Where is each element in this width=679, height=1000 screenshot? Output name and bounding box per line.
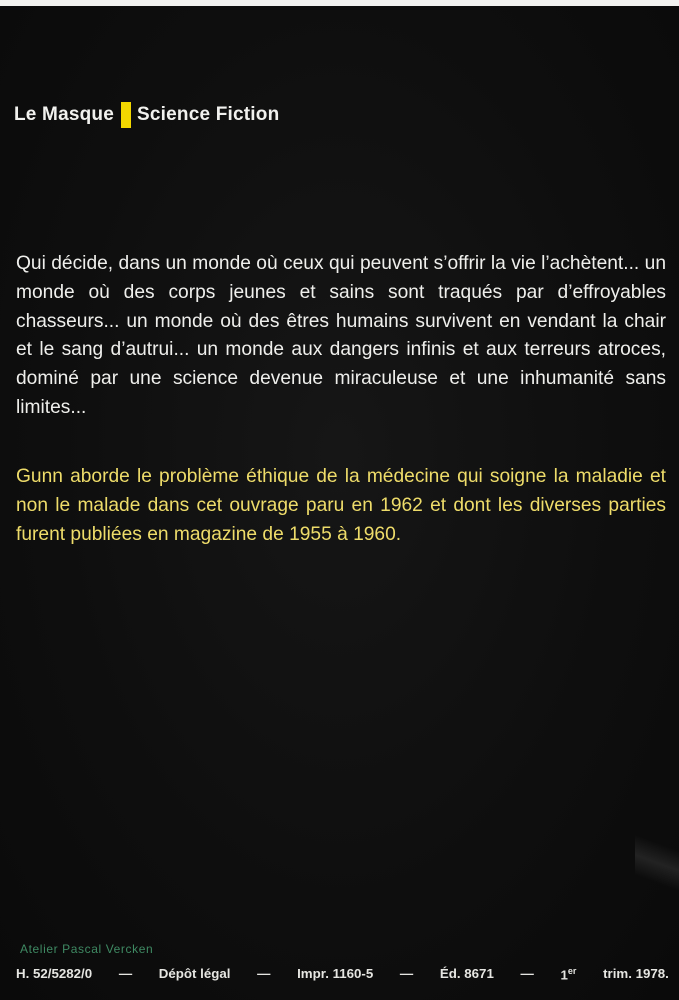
collection-divider-bar	[121, 102, 131, 128]
footer-edition	[561, 966, 577, 982]
legal-footer	[16, 966, 669, 982]
atelier-credit: Atelier Pascal Vercken	[20, 942, 154, 956]
blurb-paragraph-1: Qui décide, dans un monde où ceux qui peuvent s’offrir la vie l’achètent... un monde où des corps jeunes et sains sont traqués par d’effroyables chasseurs... un monde où des êtres humains survivent en vendant la chair et le sang d’autrui... un monde aux dangers infinis et aux terreurs atroces, dominé par une science devenue miraculeuse et une inhumanité sans limites...	[16, 253, 666, 418]
collection-header	[14, 102, 279, 128]
footer-trim: trim. 1978.	[603, 966, 669, 981]
footer-impr: Impr. 1160-5	[297, 966, 374, 981]
footer-edition-number: 1	[560, 967, 568, 983]
footer-separator: —	[520, 966, 534, 981]
footer-code: H. 52/5282/0	[16, 966, 93, 981]
blurb-paragraph-2: Gunn aborde le problème éthique de la médecine qui soigne la maladie et non le malade dans cet ouvrage paru en 1962 et dont les diverses parties furent publiées en magazine de 1955 à 1960.	[16, 466, 666, 545]
footer-separator: —	[399, 966, 414, 981]
cover-crease	[635, 796, 679, 916]
collection-series: Science Fiction	[137, 104, 280, 125]
footer-separator: —	[118, 966, 133, 981]
footer-ed: Éd. 8671	[439, 966, 494, 981]
collection-name: Le Masque	[14, 104, 114, 125]
footer-depot: Dépôt légal	[158, 966, 231, 981]
footer-separator: —	[257, 966, 271, 981]
footer-edition-sup: er	[567, 966, 577, 976]
